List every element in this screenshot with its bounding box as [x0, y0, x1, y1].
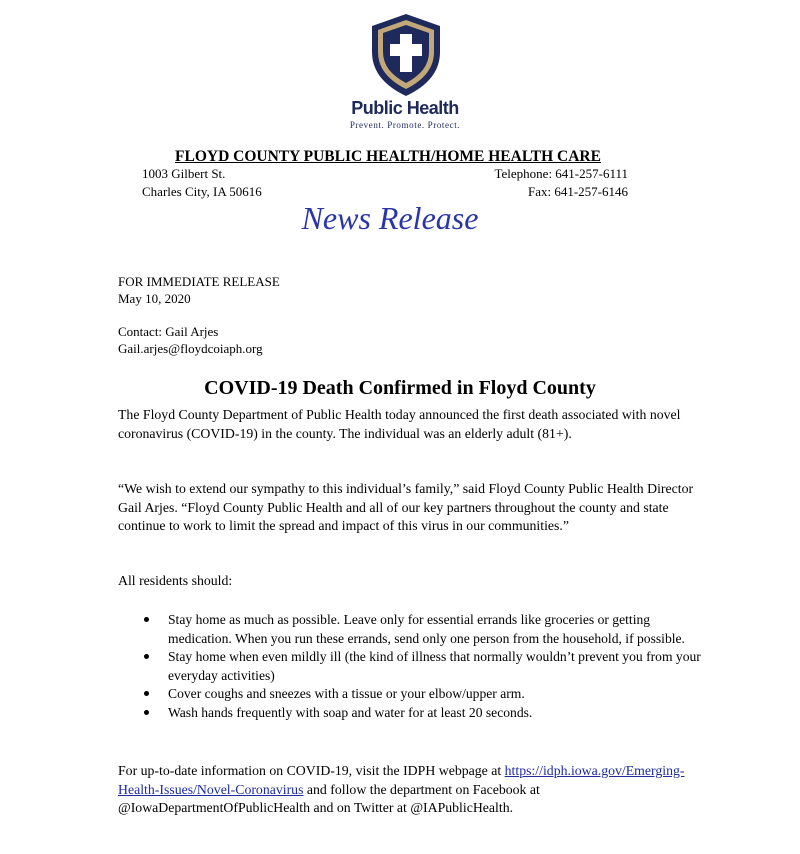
logo-tagline: Prevent. Promote. Protect. — [349, 120, 461, 130]
organization-name: FLOYD COUNTY PUBLIC HEALTH/HOME HEALTH CARE — [175, 148, 601, 165]
public-health-shield-cross-icon — [366, 12, 446, 98]
telephone-number: Telephone: 641-257-6111 — [494, 166, 628, 181]
address-city: Charles City, IA 50616 — [142, 184, 262, 199]
list-item — [118, 685, 708, 704]
list-item-text: Cover coughs and sneezes with a tissue or your elbow/upper arm. — [168, 686, 525, 702]
list-item-text: Stay home when even mildly ill (the kind of illness that normally wouldn’t prevent you from your everyday activities) — [168, 649, 701, 683]
contact-email[interactable]: Gail.arjes@floydcoiaph.org — [118, 341, 263, 356]
release-label: FOR IMMEDIATE RELEASE — [118, 274, 280, 289]
fax-number: Fax: 641-257-6146 — [527, 184, 628, 199]
recommendations-list — [118, 611, 708, 723]
list-item-text: Wash hands frequently with soap and water for at least 20 seconds. — [168, 704, 533, 720]
bullet-icon — [144, 617, 149, 622]
quote-paragraph: “We wish to extend our sympathy to this individual’s family,” said Floyd County Public Health Director Gail Arjes. “Floyd County Public Health and all of our key partners throughout the county and state continue to work to limit the spread and impact of this virus in our communities.” — [118, 481, 694, 533]
list-item — [118, 704, 708, 723]
bullet-icon — [144, 654, 149, 659]
headline: COVID-19 Death Confirmed in Floyd County — [204, 377, 596, 399]
idph-webpage-link[interactable]: https://idph.iowa.gov/Emerging-Health-Issues/Novel-Coronavirus — [118, 763, 685, 797]
list-item — [118, 611, 708, 648]
intro-paragraph: The Floyd County Department of Public Health today announced the first death associated with novel coronavirus (COVID-19) in the county. The individual was an elderly adult (81+). — [118, 407, 681, 441]
list-item — [118, 648, 708, 685]
public-health-logo — [340, 12, 470, 132]
bullet-icon — [144, 710, 149, 715]
release-date: May 10, 2020 — [118, 291, 191, 306]
logo-title: Public Health — [351, 98, 459, 118]
closing-paragraph — [118, 762, 698, 818]
closing-text-before: For up-to-date information on COVID-19, visit the IDPH webpage at — [118, 763, 502, 778]
list-item-text: Stay home as much as possible. Leave only for essential errands like groceries or getting medication. When you run these errands, send only one person from the household, if possible. — [168, 612, 685, 646]
bullet-icon — [144, 691, 149, 696]
address-street: 1003 Gilbert St. — [142, 166, 226, 181]
closing-text-after: and follow the department on Facebook at @IowaDepartmentOfPublicHealth and on Twitter at @IAPublicHealth. — [118, 781, 540, 815]
residents-intro: All residents should: — [118, 573, 233, 588]
news-release-banner: News Release — [301, 200, 479, 236]
contact-name: Contact: Gail Arjes — [118, 324, 219, 339]
